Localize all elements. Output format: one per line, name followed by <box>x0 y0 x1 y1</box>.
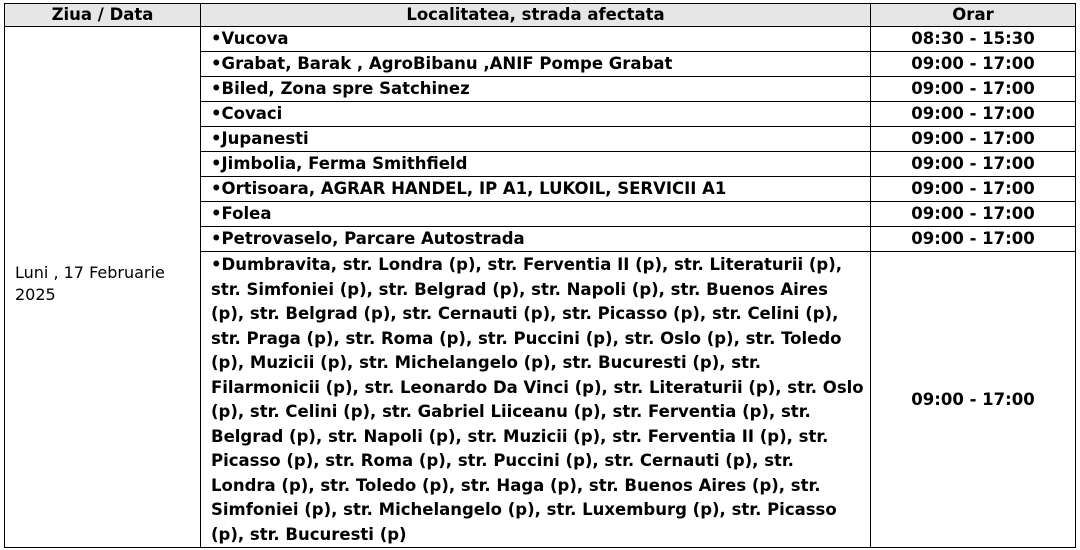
time-cell: 09:00 - 17:00 <box>871 127 1076 152</box>
location-cell: •Ortisoara, AGRAR HANDEL, IP A1, LUKOIL, SERVICII A1 <box>201 177 871 202</box>
time-cell: 09:00 - 17:00 <box>871 177 1076 202</box>
time-cell: 09:00 - 17:00 <box>871 227 1076 252</box>
time-cell: 09:00 - 17:00 <box>871 252 1076 548</box>
time-cell: 09:00 - 17:00 <box>871 102 1076 127</box>
header-location: Localitatea, strada afectata <box>201 4 871 27</box>
location-cell: •Jupanesti <box>201 127 871 152</box>
location-cell: •Biled, Zona spre Satchinez <box>201 77 871 102</box>
header-schedule: Orar <box>871 4 1076 27</box>
date-cell <box>5 27 201 548</box>
location-cell: •Covaci <box>201 102 871 127</box>
location-cell: •Folea <box>201 202 871 227</box>
outage-schedule-table <box>4 3 1076 548</box>
location-cell: •Jimbolia, Ferma Smithfield <box>201 152 871 177</box>
location-cell: •Grabat, Barak , AgroBibanu ,ANIF Pompe Grabat <box>201 52 871 77</box>
location-cell: •Vucova <box>201 27 871 52</box>
time-cell: 09:00 - 17:00 <box>871 77 1076 102</box>
time-cell: 09:00 - 17:00 <box>871 52 1076 77</box>
time-cell: 09:00 - 17:00 <box>871 202 1076 227</box>
location-cell: •Dumbravita, str. Londra (p), str. Ferventia II (p), str. Literaturii (p), str. Simfoniei (p), str. Belgrad (p), str. Napoli (p), str. Buenos Aires (p), str. Belgrad (p), str. Cernauti (p), str. Picasso (p), str. Celini (p), str. Praga (p), str. Roma (p), str. Puccini (p), str. Oslo (p), str. Toledo (p), Muzicii (p), str. Michelangelo (p), str. Bucuresti (p), str. Filarmonicii (p), str. Leonardo Da Vinci (p), str. Literaturii (p), str. Oslo (p), str. Celini (p), str. Gabriel Liiceanu (p), str. Ferventia (p), str. Belgrad (p), str. Napoli (p), str. Muzicii (p), str. Ferventia II (p), str. Picasso (p), str. Roma (p), str. Puccini (p), str. Cernauti (p), str. Londra (p), str. Toledo (p), str. Haga (p), str. Buenos Aires (p), str. Simfoniei (p), str. Michelangelo (p), str. Luxemburg (p), str. Picasso (p), str. Bucuresti (p) <box>201 252 871 548</box>
header-row <box>5 4 1076 27</box>
table-row <box>5 27 1076 52</box>
header-date: Ziua / Data <box>5 4 201 27</box>
location-cell: •Petrovaselo, Parcare Autostrada <box>201 227 871 252</box>
time-cell: 08:30 - 15:30 <box>871 27 1076 52</box>
time-cell: 09:00 - 17:00 <box>871 152 1076 177</box>
date-label: Luni , 17 Februarie 2025 <box>15 263 165 304</box>
